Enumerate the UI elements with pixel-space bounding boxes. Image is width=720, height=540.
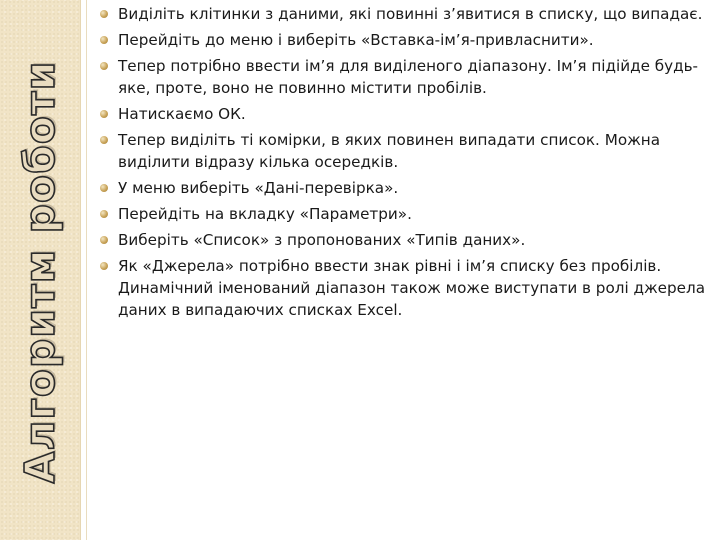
list-item	[100, 103, 710, 125]
list-item	[100, 3, 710, 25]
step-text: Як «Джерела» потрібно ввести знак рівні і ім’я списку без пробілів. Динамічний іменований діапазон також може виступати в ролі джерела даних в випадаючих списках Excel.	[118, 257, 706, 319]
steps-list	[100, 3, 710, 321]
list-item	[100, 29, 710, 51]
list-item	[100, 129, 710, 173]
list-item	[100, 229, 710, 251]
list-item	[100, 255, 710, 321]
gold-dot-bullet-icon	[100, 184, 108, 192]
step-text: Перейдіть до меню і виберіть «Вставка-ім’я-привласнити».	[118, 31, 594, 49]
step-text: Натискаємо ОК.	[118, 105, 246, 123]
step-text: Тепер виділіть ті комірки, в яких повинен випадати список. Можна виділити відразу кілька осередків.	[118, 131, 661, 171]
step-text: Виділіть клітинки з даними, які повинні з’явитися в списку, що випадає.	[118, 5, 703, 23]
sidebar-divider	[86, 0, 87, 540]
title-container	[0, 0, 80, 540]
gold-dot-bullet-icon	[100, 136, 108, 144]
gold-dot-bullet-icon	[100, 62, 108, 70]
list-item	[100, 177, 710, 199]
slide-content	[100, 3, 710, 325]
step-text: Виберіть «Список» з пропонованих «Типів даних».	[118, 231, 526, 249]
gold-dot-bullet-icon	[100, 210, 108, 218]
list-item	[100, 203, 710, 225]
step-text: У меню виберіть «Дані-перевірка».	[118, 179, 399, 197]
gold-dot-bullet-icon	[100, 262, 108, 270]
slide-title: Алгоритм роботи	[16, 60, 64, 484]
gold-dot-bullet-icon	[100, 110, 108, 118]
gold-dot-bullet-icon	[100, 10, 108, 18]
step-text: Перейдіть на вкладку «Параметри».	[118, 205, 412, 223]
gold-dot-bullet-icon	[100, 36, 108, 44]
gold-dot-bullet-icon	[100, 236, 108, 244]
step-text: Тепер потрібно ввести ім’я для виділеного діапазону. Ім’я підійде будь-яке, проте, воно не повинно містити пробілів.	[118, 57, 699, 97]
list-item	[100, 55, 710, 99]
slide-sidebar	[0, 0, 81, 540]
